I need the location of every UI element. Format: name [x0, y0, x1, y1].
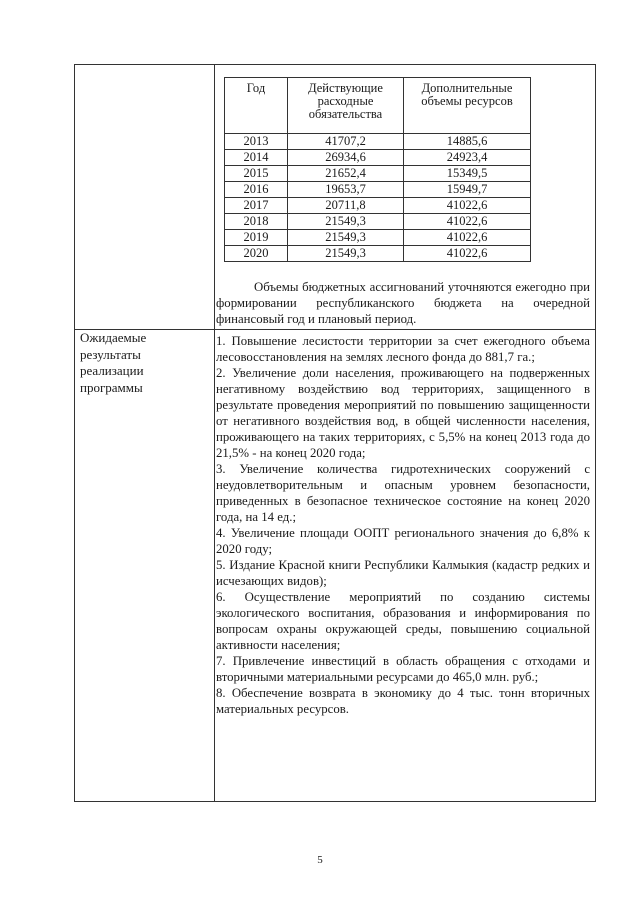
finance-table-body	[225, 134, 531, 262]
cell-current-obligations: 21652,4	[288, 166, 404, 182]
finance-table-row	[225, 198, 531, 214]
result-item: 6. Осуществление мероприятий по созданию системы экологического воспитания, образования и информирования по вопросам охраны окружающей среды, повышению социальной активности населения;	[216, 590, 590, 652]
results-label	[80, 330, 212, 396]
budget-note	[216, 279, 590, 327]
cell-additional-resources: 41022,6	[404, 230, 531, 246]
finance-table-row	[225, 230, 531, 246]
cell-year: 2018	[225, 214, 288, 230]
result-item: 7. Привлечение инвестиций в область обращения с отходами и вторичными материальными ресурсами до 465,0 млн. руб.;	[216, 654, 590, 684]
cell-year: 2014	[225, 150, 288, 166]
cell-year: 2016	[225, 182, 288, 198]
results-label-line: реализации	[80, 363, 144, 378]
cell-current-obligations: 19653,7	[288, 182, 404, 198]
results-label-line: результаты	[80, 346, 141, 362]
results-list	[216, 333, 590, 717]
header-current-obligations: Действующие расходные обязательства	[288, 78, 404, 134]
cell-additional-resources: 14885,6	[404, 134, 531, 150]
cell-current-obligations: 21549,3	[288, 230, 404, 246]
result-item: 3. Увеличение количества гидротехнических сооружений с неудовлетворительным и опасным уровнем безопасности, приведенных в безопасное техническое состояние на конец 2020 года, на 14 ед.;	[216, 462, 590, 524]
finance-table-header-row	[225, 78, 531, 134]
cell-current-obligations: 41707,2	[288, 134, 404, 150]
results-label-line: программы	[80, 379, 143, 395]
result-item: 1. Повышение лесистости территории за счет ежегодного объема лесовосстановления на землях лесного фонда до 881,7 га.;	[216, 334, 590, 364]
page-number: 5	[317, 854, 323, 866]
budget-note-text: Объемы бюджетных ассигнований уточняются ежегодно при формировании республиканского бюджета на очередной финансовый год и плановый период.	[216, 280, 590, 326]
result-item: 5. Издание Красной книги Республики Калмыкия (кадастр редких и исчезающих видов);	[216, 558, 590, 588]
result-item: 4. Увеличение площади ООПТ регионального значения до 6,8% к 2020 году;	[216, 526, 590, 556]
finance-table-row	[225, 182, 531, 198]
cell-additional-resources: 15949,7	[404, 182, 531, 198]
cell-year: 2017	[225, 198, 288, 214]
finance-table-row	[225, 246, 531, 262]
finance-table-row	[225, 150, 531, 166]
result-item: 8. Обеспечение возврата в экономику до 4 тыс. тонн вторичных материальных ресурсов.	[216, 686, 590, 716]
cell-year: 2019	[225, 230, 288, 246]
finance-table	[224, 77, 531, 262]
header-additional-resources: Дополнительные объемы ресурсов	[404, 78, 531, 134]
cell-additional-resources: 15349,5	[404, 166, 531, 182]
finance-table-row	[225, 166, 531, 182]
cell-current-obligations: 21549,3	[288, 214, 404, 230]
cell-current-obligations: 26934,6	[288, 150, 404, 166]
header-year: Год	[225, 78, 288, 134]
cell-additional-resources: 41022,6	[404, 246, 531, 262]
cell-current-obligations: 20711,8	[288, 198, 404, 214]
cell-current-obligations: 21549,3	[288, 246, 404, 262]
cell-additional-resources: 24923,4	[404, 150, 531, 166]
result-item: 2. Увеличение доли населения, проживающего на подверженных негативному воздействию вод территориях, защищенного в результате проведения мероприятий по повышению защищенности от негативного воздействия вод, в общей численности населения, проживающего на таких территориях, с 5,5% на конец 2013 года до 21,5% - на конец 2020 года;	[216, 366, 590, 460]
results-label-line: Ожидаемые	[80, 330, 147, 345]
cell-year: 2013	[225, 134, 288, 150]
cell-year: 2020	[225, 246, 288, 262]
cell-additional-resources: 41022,6	[404, 198, 531, 214]
cell-year: 2015	[225, 166, 288, 182]
column-divider	[214, 65, 215, 801]
cell-additional-resources: 41022,6	[404, 214, 531, 230]
finance-table-row	[225, 214, 531, 230]
finance-table-row	[225, 134, 531, 150]
